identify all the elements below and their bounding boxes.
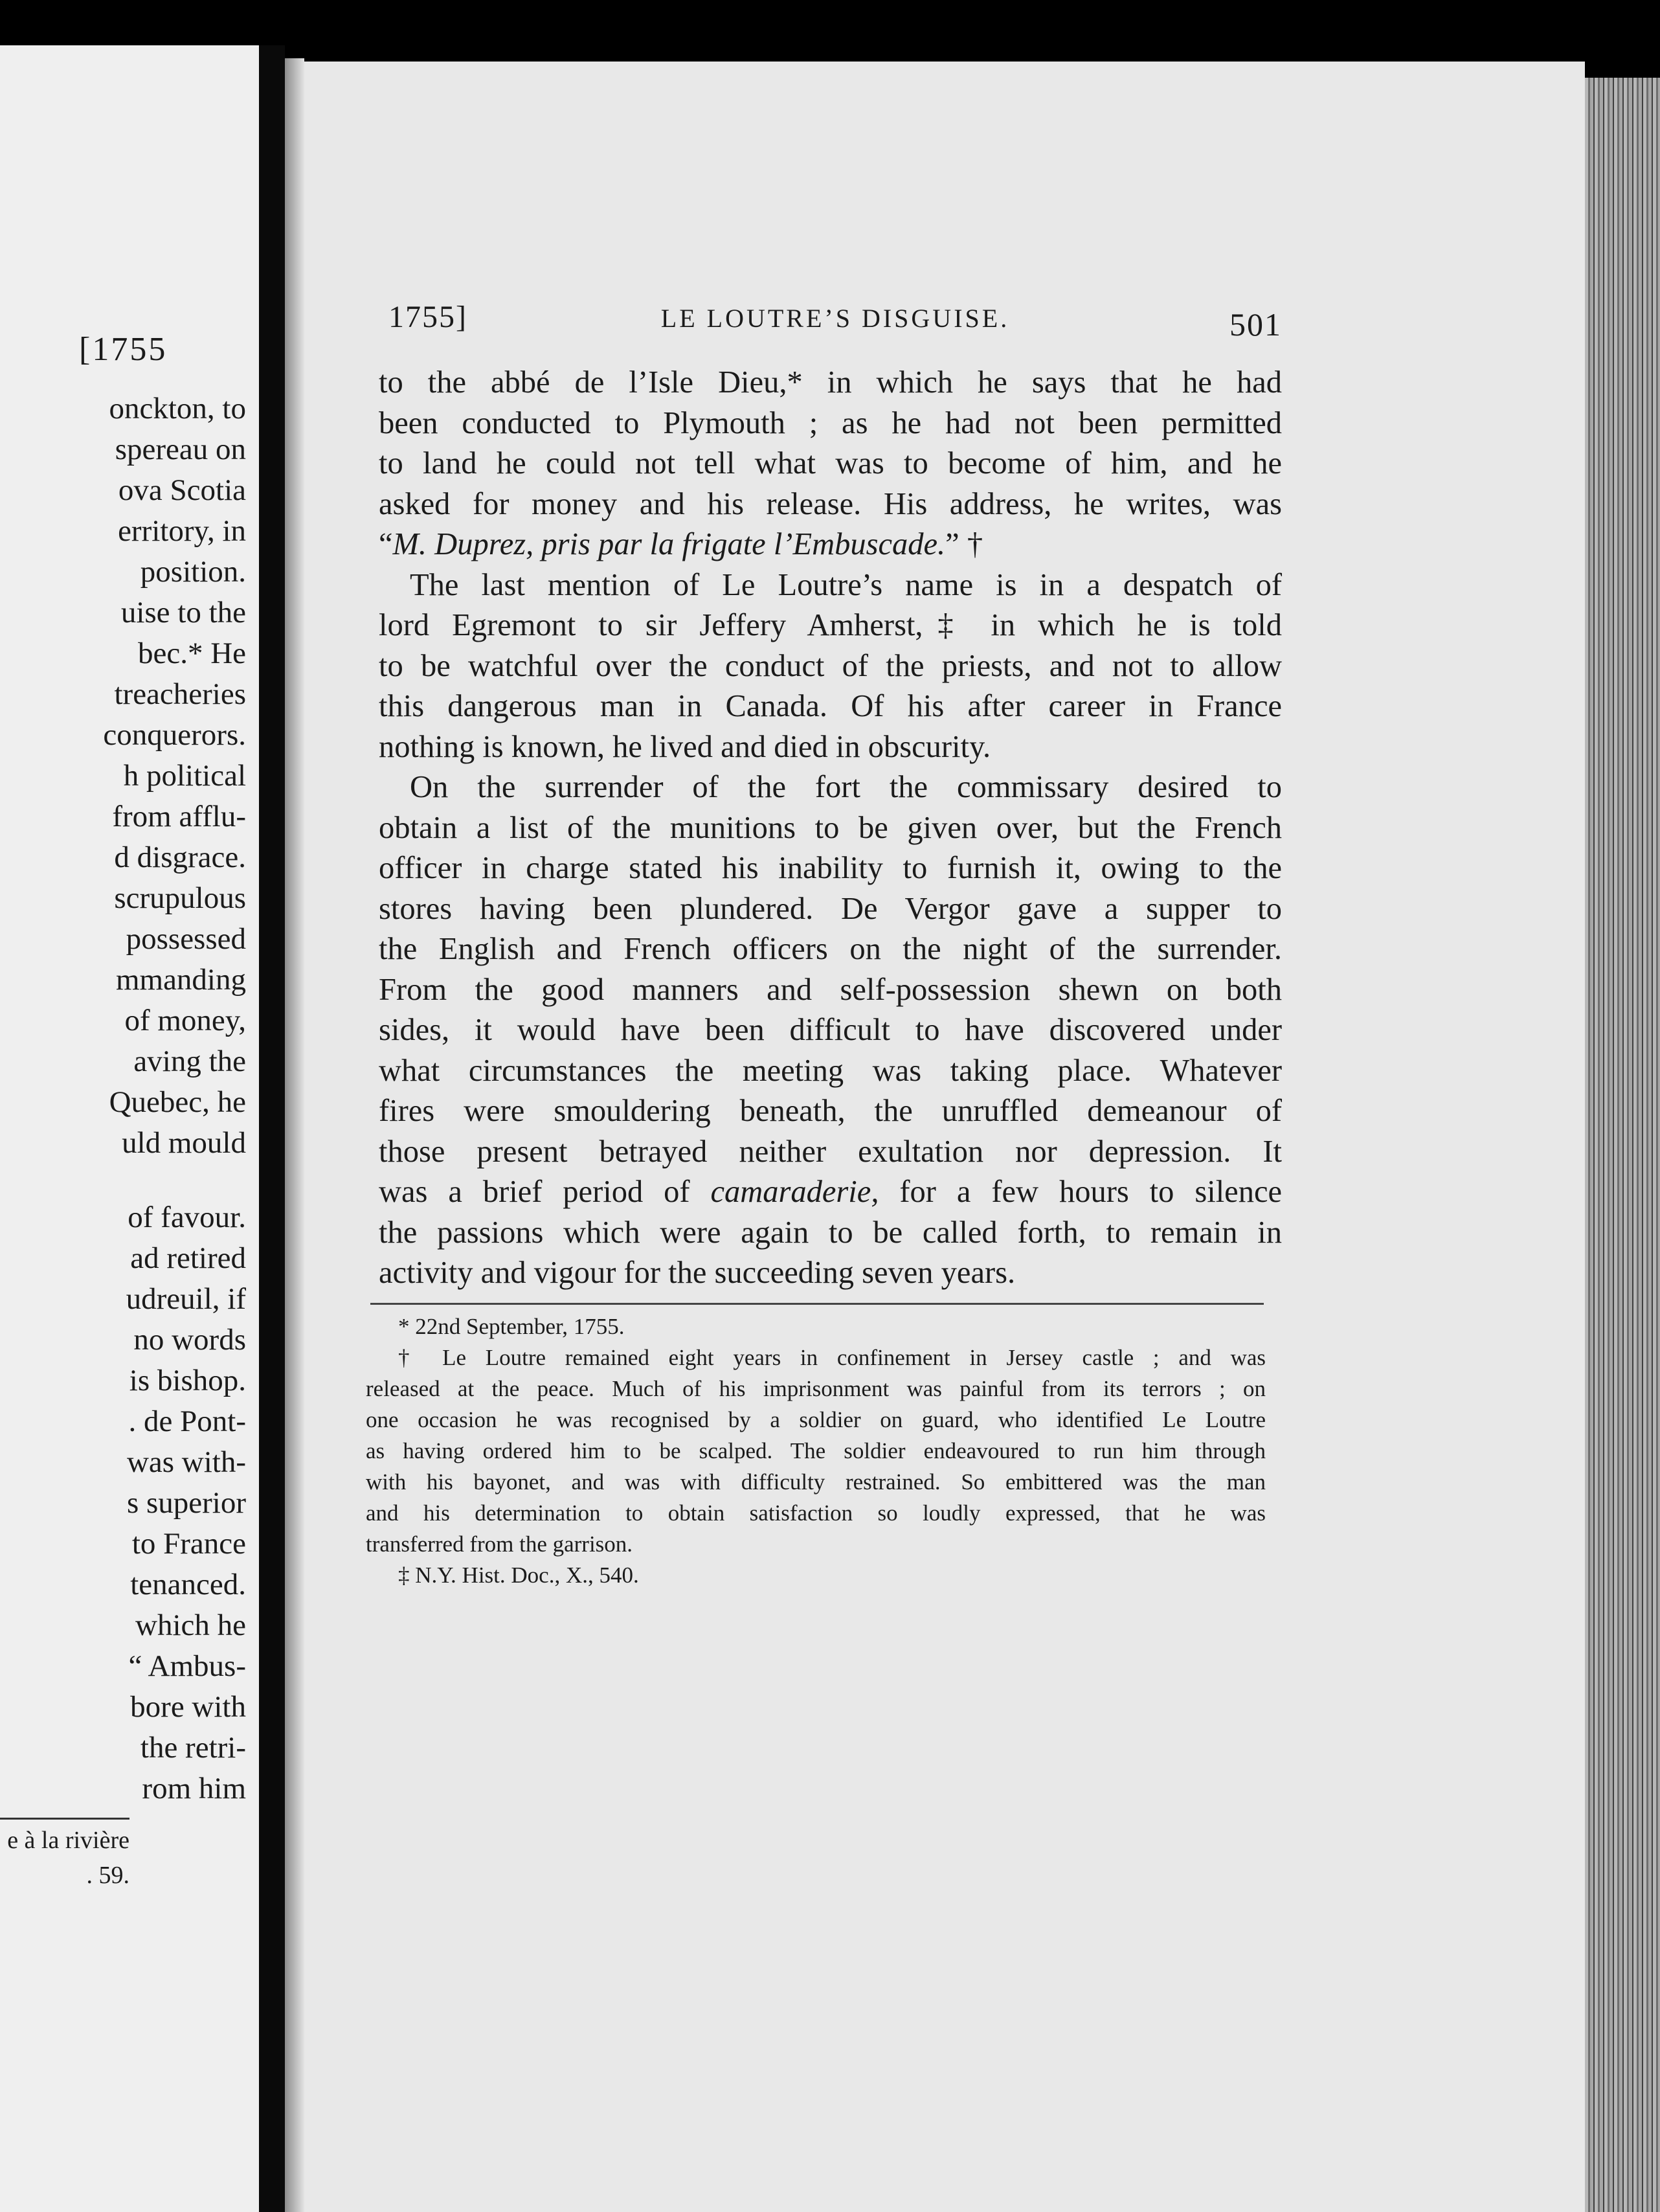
text-line: to be watchful over the conduct of the priests, and not to allow <box>379 648 1282 683</box>
text-line: scrupulous <box>114 881 246 915</box>
footnote-line: † Le Loutre remained eight years in confinement in Jersey castle ; and was <box>398 1345 1266 1370</box>
text-line: obtain a list of the munitions to be given over, but the French <box>379 810 1282 845</box>
text-line: to the abbé de l’Isle Dieu,* in which he says that he had <box>379 365 1282 400</box>
text-line: erritory, in <box>118 514 246 548</box>
footnote-line: ‡ N.Y. Hist. Doc., X., 540. <box>398 1563 639 1588</box>
text-line: . de Pont- <box>128 1405 246 1438</box>
footnote-line: e à la rivière <box>7 1827 129 1854</box>
text-line: was a brief period of camaraderie, for a few hours to silence <box>379 1175 1282 1209</box>
text-line: asked for money and his release. His address, he writes, was <box>379 486 1282 521</box>
header-year: 1755] <box>388 300 467 334</box>
text-line: conquerors. <box>103 718 246 752</box>
text-line: aving the <box>133 1044 246 1078</box>
text-line: no words <box>133 1323 246 1357</box>
footnote-rule <box>370 1303 1264 1305</box>
footnote-line: released at the peace. Much of his imprisonment was painful from its terrors ; on <box>366 1376 1266 1401</box>
text-line: which he <box>135 1608 246 1642</box>
body-text <box>379 363 1282 1294</box>
text-line: fires were smouldering beneath, the unruffled demeanour of <box>379 1094 1282 1128</box>
previous-page-footnotes <box>0 1823 129 1893</box>
text-line: treacheries <box>114 677 246 711</box>
text-line: was with- <box>126 1445 246 1479</box>
footnote-rule <box>0 1818 129 1820</box>
text-line: of money, <box>124 1004 246 1037</box>
text-line: onckton, to <box>109 392 246 425</box>
chapter-title: LE LOUTRE’S DISGUISE. <box>660 304 1010 333</box>
text-line: to land he could not tell what was to become of him, and he <box>379 446 1282 480</box>
text-line: position. <box>140 555 246 589</box>
text-line: “M. Duprez, pris par la frigate l’Embuscade.” † <box>379 527 983 561</box>
text-line: from afflu- <box>112 800 246 833</box>
footnote-line: transferred from the garrison. <box>366 1531 633 1557</box>
text-line: Quebec, he <box>109 1085 246 1119</box>
text-line: “ Ambus- <box>128 1649 246 1683</box>
text-line: mmanding <box>115 963 246 997</box>
text-line: officer in charge stated his inability to furnish it, owing to the <box>379 851 1282 885</box>
paragraph-gap <box>0 1164 246 1197</box>
text-line: On the surrender of the fort the commissary desired to <box>410 770 1282 804</box>
footnote-line: . 59. <box>86 1862 129 1889</box>
text-line: bec.* He <box>137 637 246 670</box>
text-line: of favour. <box>128 1201 246 1234</box>
text-line: this dangerous man in Canada. Of his after career in France <box>379 689 1282 723</box>
book-gutter <box>259 45 285 2212</box>
text-line: what circumstances the meeting was taking place. Whatever <box>379 1053 1282 1088</box>
text-line: to France <box>131 1527 246 1561</box>
footnote-line: * 22nd September, 1755. <box>398 1314 625 1339</box>
text-line: activity and vigour for the succeeding seven years. <box>379 1256 1016 1290</box>
text-line: bore with <box>130 1690 246 1724</box>
text-line: From the good manners and self-possession shewn on both <box>379 972 1282 1007</box>
text-line: The last mention of Le Loutre’s name is in a despatch of <box>410 567 1282 602</box>
footnote-line: as having ordered him to be scalped. The soldier endeavoured to run him through <box>366 1438 1266 1463</box>
gutter-shadow <box>285 58 304 2212</box>
text-line: uld mould <box>122 1126 246 1160</box>
text-line: sides, it would have been difficult to have discovered under <box>379 1013 1282 1047</box>
page-number: 501 <box>1229 306 1282 343</box>
text-line: uise to the <box>120 596 246 629</box>
text-line: ad retired <box>130 1241 246 1275</box>
text-line: the English and French officers on the night of the surrender. <box>379 932 1282 966</box>
text-line: spereau on <box>115 433 246 466</box>
page-edges <box>1585 78 1660 2212</box>
text-line: ova Scotia <box>118 473 246 507</box>
text-line: h political <box>123 759 246 793</box>
text-line: nothing is known, he lived and died in obscurity. <box>379 729 991 764</box>
text-line: tenanced. <box>130 1568 246 1601</box>
text-line: those present betrayed neither exultation nor depression. It <box>379 1134 1282 1169</box>
footnote-line: one occasion he was recognised by a soldier on guard, who identified Le Loutre <box>366 1407 1266 1432</box>
previous-page-fragment <box>0 45 259 2212</box>
text-line: s superior <box>126 1486 246 1520</box>
previous-page-header: [1755 <box>79 331 168 368</box>
text-line: possessed <box>126 922 246 956</box>
footnote-line: and his determination to obtain satisfaction so loudly expressed, that he was <box>366 1500 1266 1526</box>
text-line: is bishop. <box>129 1364 246 1397</box>
text-line: been conducted to Plymouth ; as he had not been permitted <box>379 405 1282 440</box>
text-line: the passions which were again to be called forth, to remain in <box>379 1215 1282 1250</box>
footnote-line: with his bayonet, and was with difficulty restrained. So embittered was the man <box>366 1469 1266 1495</box>
text-line: udreuil, if <box>126 1282 246 1316</box>
text-line: d disgrace. <box>114 841 246 874</box>
text-line: rom him <box>142 1772 246 1805</box>
text-line: lord Egremont to sir Jeffery Amherst,‡ in which he is told <box>379 608 1282 642</box>
text-line: the retri- <box>140 1731 246 1765</box>
text-line: stores having been plundered. De Vergor gave a supper to <box>379 891 1282 926</box>
running-header <box>388 299 1282 344</box>
previous-page-text <box>0 389 246 1809</box>
footnotes <box>366 1311 1266 1591</box>
